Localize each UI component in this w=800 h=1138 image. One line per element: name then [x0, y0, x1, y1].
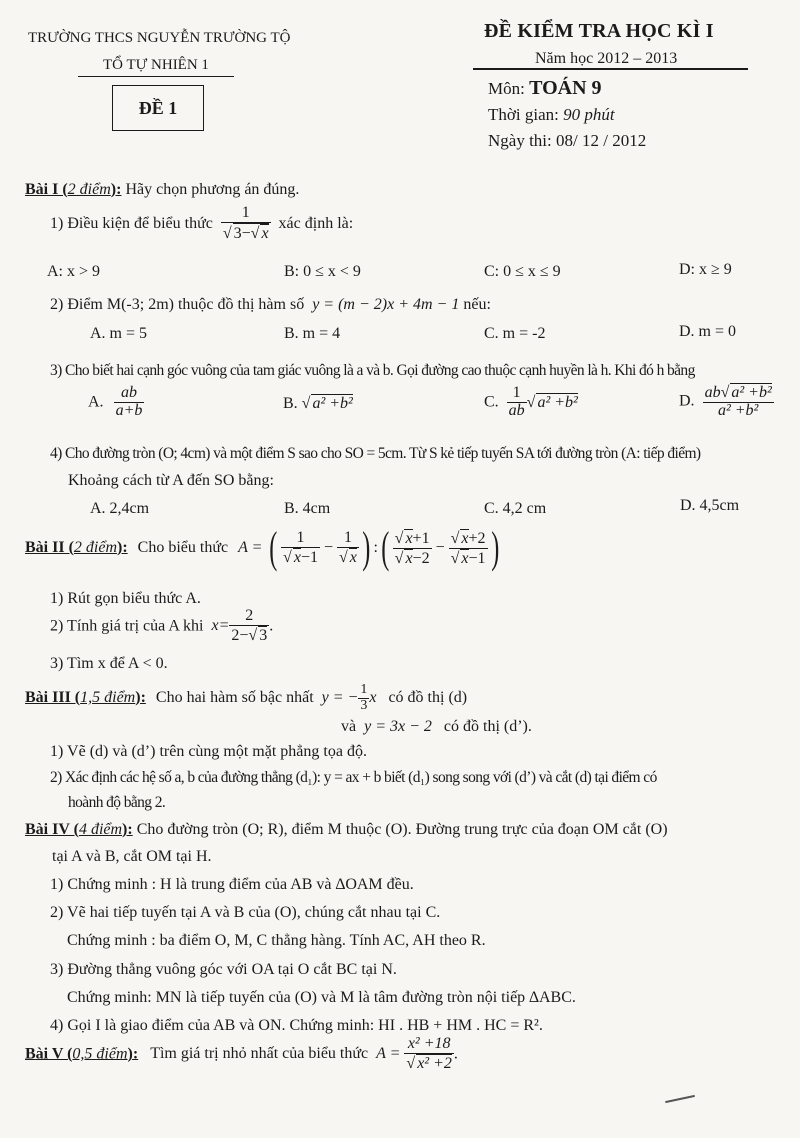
- exam-code-box: [112, 85, 204, 131]
- bai1-q1: [50, 205, 353, 243]
- bai2-item1: 1) Rút gọn biểu thức A.: [50, 590, 201, 607]
- q2-text: 2) Điểm M(-3; 2m) thuộc đồ thị hàm số: [50, 296, 305, 313]
- q1-text: 1) Điều kiện để biểu thức: [50, 214, 213, 232]
- q2-text-after: nếu:: [463, 296, 491, 313]
- q1-option-c: C: 0 ≤ x ≤ 9: [484, 263, 561, 280]
- bai4-item1: 1) Chứng minh : H là trung điểm của AB và ∆OAM đều.: [50, 876, 414, 893]
- bai4-item2: 2) Vẽ hai tiếp tuyến tại A và B của (O), chúng cắt nhau tại C.: [50, 904, 441, 921]
- q1-fraction: $\frac{1}{√ 3-√ x}$: [222, 204, 269, 242]
- bai5-title: Bài V (0,5 điểm):: [25, 1045, 139, 1063]
- bai2-formula-lhs: A =: [238, 539, 263, 556]
- bai5-lhs: A =: [376, 1045, 401, 1063]
- bai5-fraction: $\frac{\text{x² +18}}{\text{√ x² +2}}$: [406, 1035, 452, 1072]
- time-label: Thời gian:: [488, 105, 559, 124]
- bai2-item3: 3) Tìm x để A < 0.: [50, 655, 168, 672]
- q2-option-c: C. m = -2: [484, 325, 546, 342]
- q4-option-d: D. 4,5cm: [680, 497, 740, 514]
- q3-option-c: C. $\frac{1}{ab}$ √ a² +b²: [484, 384, 578, 419]
- bai2-frac3: $\frac{√ x+1}{√ x-2}$: [394, 529, 430, 567]
- school-year: Năm học 2012 – 2013: [535, 50, 678, 67]
- time-line: [488, 105, 615, 125]
- q2-option-b: B. m = 4: [284, 325, 341, 342]
- bai2-prompt: Cho biểu thức: [137, 539, 229, 556]
- q2-option-d: D. m = 0: [679, 323, 737, 340]
- q1-text-after: xác định là:: [278, 214, 354, 232]
- bai4-item2-cont: Chứng minh : ba điểm O, M, C thẳng hàng. Tính AC, AH theo R.: [67, 932, 486, 949]
- bai1-title: Bài I (2 điểm):: [25, 181, 122, 198]
- q1-option-b: B: 0 ≤ x < 9: [284, 263, 361, 280]
- q3-option-a: A. $\frac{ab}{a+b}$: [88, 384, 143, 419]
- bai4-title: Bài IV (4 điểm):: [25, 821, 133, 838]
- q2-formula: y = (m − 2)x + 4m − 1: [312, 296, 460, 313]
- q3-option-b: B. √ a² +b²: [283, 395, 353, 412]
- bai3-f1-after: có đồ thị (d): [388, 689, 468, 707]
- exam-code: ĐỀ 1: [138, 98, 178, 118]
- q4-text2: Khoảng cách từ A đến SO bằng:: [68, 472, 274, 489]
- bai1-prompt: Hãy chọn phương án đúng.: [125, 181, 300, 198]
- bai3-item2: 2) Xác định các hệ số a, b của đường thẳng (d₁): y = ax + b biết (d₁) song song với (d’) và cắt (d) tại điểm có: [50, 769, 657, 786]
- bai4-heading: [25, 821, 668, 839]
- bai3-heading: Bài III (1,5 điểm): Cho hai hàm số bậc nhất y = − $\frac{1}{3}$ x có đồ thị (d): [25, 682, 468, 713]
- bai1-heading: [25, 181, 299, 199]
- bai3-f1-lhs: y = −: [321, 689, 359, 707]
- bai3-title: Bài III (1,5 điểm):: [25, 689, 146, 707]
- department-name: TỔ TỰ NHIÊN 1: [103, 57, 209, 73]
- bai4-item4: 4) Gọi I là giao điểm của AB và ON. Chứng minh: HI . HB + HM . HC = R².: [50, 1017, 543, 1034]
- q2-option-a: A. m = 5: [90, 325, 148, 342]
- bai4-prompt: Cho đường tròn (O; R), điểm M thuộc (O). Đường trung trực của đoạn OM cắt (O): [136, 821, 668, 838]
- department-underline: [78, 76, 234, 77]
- bai1-q2: [50, 296, 491, 314]
- bai2-frac1: $\frac{1}{√ x-1}$: [283, 528, 318, 566]
- q4-option-a: A. 2,4cm: [90, 500, 150, 517]
- q4-option-c: C. 4,2 cm: [484, 500, 547, 517]
- subject: TOÁN 9: [529, 77, 602, 99]
- bai4-prompt2: tại A và B, cắt OM tại H.: [52, 848, 212, 865]
- subject-label: Môn:: [488, 79, 525, 98]
- bai2-title: Bài II (2 điểm):: [25, 539, 128, 556]
- bai3-prompt: Cho hai hàm số bậc nhất: [155, 689, 314, 707]
- date-label: Ngày thi:: [488, 131, 552, 150]
- bai4-item3-cont: Chứng minh: MN là tiếp tuyến của (O) và M là tâm đường tròn nội tiếp ∆ABC.: [67, 989, 576, 1006]
- bai5-prompt: Tìm giá trị nhỏ nhất của biểu thức: [150, 1045, 369, 1063]
- q4-option-b: B. 4cm: [284, 500, 331, 517]
- q4-text: 4) Cho đường tròn (O; 4cm) và một điểm S sao cho SO = 5cm. Từ S kẻ tiếp tuyến SA tới đường tròn (A: tiếp điểm): [50, 445, 701, 462]
- bai4-item3: 3) Đường thẳng vuông góc với OA tại O cắt BC tại N.: [50, 961, 397, 978]
- bai3-line2: và y = 3x − 2 có đồ thị (d’).: [341, 718, 532, 735]
- pen-mark: [665, 1095, 695, 1103]
- header-divider: [473, 68, 748, 70]
- subject-line: [488, 77, 602, 100]
- date-value: 08/ 12 / 2012: [556, 131, 647, 150]
- bai3-item2-cont: hoành độ bằng 2.: [68, 794, 166, 811]
- exam-title: ĐỀ KIỂM TRA HỌC KÌ I: [484, 20, 714, 42]
- bai2-frac4: $\frac{√ x+2}{√ x-1}$: [450, 529, 486, 567]
- bai3-item1: 1) Vẽ (d) và (d’) trên cùng một mặt phẳng tọa độ.: [50, 743, 367, 760]
- time-value: 90 phút: [563, 105, 615, 124]
- bai2-item2: 2) Tính giá trị của A khi x= $\frac{2}{2-√ 3}$ .: [50, 607, 274, 644]
- q3-option-d: D. $\frac{\text{ab√ a² +b²}}{\text{a² +b²}}$: [679, 384, 772, 419]
- date-line: [488, 131, 646, 151]
- q1-option-d: D: x ≥ 9: [679, 261, 732, 278]
- bai2-frac2: $\frac{1}{√ x}$: [339, 528, 357, 566]
- school-name: TRƯỜNG THCS NGUYỄN TRƯỜNG TỘ: [28, 30, 291, 46]
- bai5-heading: Bài V (0,5 điểm): Tìm giá trị nhỏ nhất của biểu thức A = $\frac{\text{x² +18}}{\text{√ x² +2}}$ .: [25, 1035, 458, 1072]
- bai2-heading: Bài II (2 điểm): Cho biểu thức A = ( $\frac{1}{√ x-1}$ − $\frac{1}{√ x}$ ) :( $\frac{√ x+1}{√ x-2}$ − $\frac{√ x+2}{√ x-1}$ ): [25, 523, 499, 572]
- q1-option-a: A: x > 9: [47, 263, 101, 280]
- q3-text: 3) Cho biết hai cạnh góc vuông của tam giác vuông là a và b. Gọi đường cao thuộc cạnh huyền là h. Khi đó h bằng: [50, 362, 695, 379]
